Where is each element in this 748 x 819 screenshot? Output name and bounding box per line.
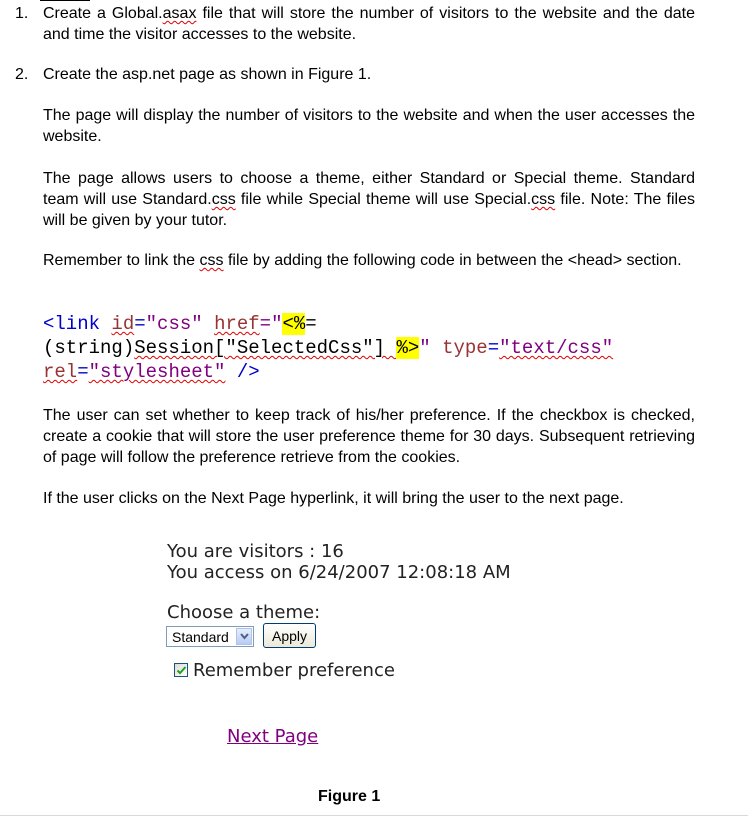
bottom-rule [0, 815, 748, 816]
para-theme: The page allows users to choose a theme, either Standard or Special theme. Standard team will use Standard.css file while Special theme will use Special.css file. Note: The files will be given by your tutor. [43, 170, 695, 229]
top-rule [40, 0, 90, 1]
item-2-number: 2. [15, 66, 29, 83]
para-display: The page will display the number of visitors to the website and when the user accesses the website. [43, 107, 695, 145]
apply-button[interactable]: Apply [263, 623, 316, 648]
para-checkbox: The user can set whether to keep track of his/her preference. If the checkbox is checked, create a cookie that will store the user preference theme for 30 days. Subsequent retrieving of page will follow the preference retrieve from the cookies. [43, 407, 695, 466]
remember-checkbox[interactable] [174, 663, 188, 677]
checkmark-icon [176, 665, 187, 676]
theme-select[interactable] [166, 626, 254, 647]
access-time-text: You access on 6/24/2007 12:08:18 AM [167, 562, 511, 583]
item-1-text: Create a Global.asax file that will store the number of visitors to the website and the date and time the visitor accesses to the website. [43, 5, 695, 43]
visitors-count-text: You are visitors : 16 [167, 541, 344, 562]
item-2-text: Create the asp.net page as shown in Figure 1. [43, 66, 372, 83]
chevron-down-icon[interactable] [236, 628, 252, 645]
para-next: If the user clicks on the Next Page hyperlink, it will bring the user to the next page. [43, 490, 624, 507]
code-line-1: <link id="css" href="<%= [43, 313, 317, 335]
figure-caption: Figure 1 [318, 788, 381, 805]
item-1-number: 1. [15, 5, 29, 22]
para-link: Remember to link the css file by adding the following code in between the <head> section. [43, 252, 682, 269]
next-page-link[interactable]: Next Page [227, 726, 319, 747]
choose-theme-label: Choose a theme: [167, 602, 321, 623]
theme-select-value: Standard [172, 629, 229, 645]
remember-preference-label[interactable]: Remember preference [193, 660, 395, 681]
code-line-2: (string)Session["SelectedCss"] %>" type="text/css" [43, 337, 614, 359]
code-line-3: rel="stylesheet" /> [43, 361, 260, 383]
